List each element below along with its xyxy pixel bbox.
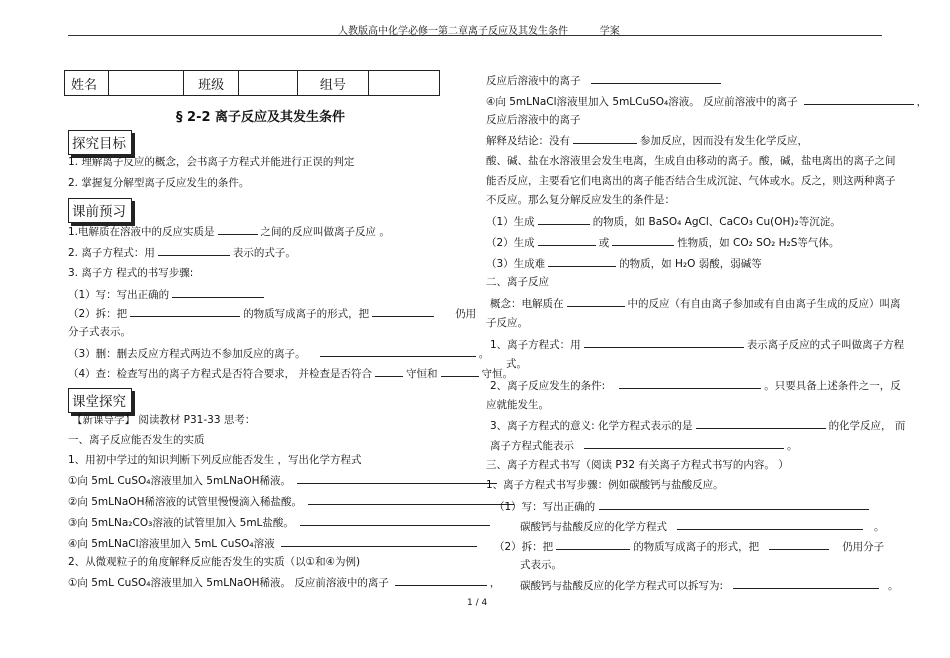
text-segment: ③向 5mLNa₂CO₃溶液的试管里加入 5mL盐酸。 (68, 517, 294, 529)
text-segment: 表示离子反应的式子叫做离子方程 (746, 339, 905, 351)
right-22 (494, 499, 872, 514)
text-segment: 的物质写成离子的形式，把 (243, 308, 370, 320)
preview-7 (68, 346, 489, 361)
name-label: 姓名 (65, 71, 109, 96)
blank[interactable] (591, 73, 721, 84)
class-cell[interactable] (239, 71, 298, 96)
page-number: 1 / 4 (467, 598, 488, 608)
right-5: 酸、碱、盐在水溶液里会发生电离，生成自由移动的离子。酸，碱，盐电离出的离子之间 (486, 155, 896, 167)
blank[interactable] (677, 519, 863, 530)
text-segment: 仍用分子 (842, 541, 885, 553)
text-segment: ②向 5mLNaOH稀溶液的试管里慢慢滴入稀盐酸。 (68, 496, 302, 508)
part-three-heading: 三、离子方程式书写（阅读 P32 有关离子方程式书写的内容。 ） (486, 459, 789, 471)
right-23 (520, 519, 885, 534)
right-18 (490, 418, 905, 433)
text-segment: 表示的式子。 (232, 247, 296, 259)
text-segment: 。 (787, 440, 798, 452)
text-segment: 1.电解质在溶液中的反应实质是 (68, 226, 215, 238)
blank[interactable] (372, 306, 434, 317)
right-13: 子反应。 (486, 317, 528, 329)
preview-4 (68, 287, 267, 302)
text-segment: 碳酸钙与盐酸反应的化学方程式 (520, 521, 667, 533)
group-cell[interactable] (368, 71, 439, 96)
question-1: 1、用初中学过的知识判断下列反应能否发生 ，写出化学方程式 (68, 454, 362, 466)
blank[interactable] (733, 578, 879, 589)
text-segment: 。 (478, 348, 490, 360)
text-segment: 的物质，如 H₂O 弱酸，弱碱等 (619, 258, 762, 270)
right-12 (490, 296, 901, 311)
blank[interactable] (441, 366, 479, 377)
text-segment: 3、离子方程式的意义: 化学方程式表示的是 (490, 420, 693, 432)
blank[interactable] (567, 296, 625, 307)
blank[interactable] (297, 473, 497, 484)
right-2 (486, 94, 927, 109)
header-rule (68, 35, 882, 36)
right-26 (520, 578, 899, 593)
text-segment: （1）生成 (486, 216, 535, 228)
right-15: 式。 (506, 358, 527, 370)
blank[interactable] (538, 214, 590, 225)
right-14 (490, 337, 904, 352)
right-8 (486, 214, 841, 229)
experiment-4 (68, 536, 480, 551)
text-segment: 碳酸钙与盐酸反应的化学方程式可以拆写为: (520, 580, 724, 592)
student-info-table (64, 70, 440, 96)
right-10 (486, 256, 762, 271)
text-segment: 1、离子方程式：用 (490, 339, 581, 351)
blank[interactable] (538, 235, 596, 246)
text-segment: 的化学反应， 而 (828, 420, 906, 432)
preview-5 (68, 306, 476, 321)
text-segment: 2. 离子方程式：用 (68, 247, 155, 259)
blank[interactable] (218, 224, 258, 235)
blank[interactable] (619, 378, 761, 389)
text-segment: 守恒。 (481, 368, 514, 380)
blank[interactable] (804, 94, 914, 105)
group-label: 组号 (297, 71, 368, 96)
text-segment: 性物质，如 CO₂ SO₂ H₂S等气体。 (677, 237, 840, 249)
preview-6: 分子式表示。 (68, 326, 131, 338)
text-segment: 。 (874, 521, 885, 533)
preview-2 (68, 245, 296, 260)
blank[interactable] (320, 346, 476, 357)
right-4 (486, 133, 808, 148)
blank[interactable] (769, 539, 829, 550)
experiment-3 (68, 515, 493, 530)
text-segment: 之间的反应叫做离子反应 。 (260, 226, 390, 238)
text-segment: ④向 5mLNaCl溶液里加入 5mL CuSO₄溶液 (68, 538, 275, 550)
blank[interactable] (584, 337, 744, 348)
question-2: 2、从微观粒子的角度解释反应能否发生的实质（以①和④为例) (68, 556, 361, 568)
header-title: 人教版高中化学必修一第二章离子反应及其发生条件 (338, 26, 568, 37)
text-segment: 守恒和 (406, 368, 438, 380)
preview-8 (68, 366, 513, 381)
text-segment: 或 (598, 237, 610, 249)
text-segment: 解释及结论：没有 (486, 135, 570, 147)
text-segment: 的物质写成离子的形式，把 (633, 541, 760, 553)
blank[interactable] (584, 438, 784, 449)
blank[interactable] (548, 256, 616, 267)
blank[interactable] (158, 245, 230, 256)
text-segment: ， (489, 577, 501, 589)
text-segment: 中的反应（有自由离子参加或有自由离子生成的反应）叫离 (627, 298, 901, 310)
blank[interactable] (573, 133, 637, 144)
text-segment: ①向 5mL CuSO₄溶液里加入 5mLNaOH稀液。 (68, 475, 292, 487)
preview-1 (68, 224, 390, 239)
text-segment: （1）写：写出正确的 (494, 501, 596, 513)
right-17: 应就能发生。 (486, 399, 549, 411)
blank[interactable] (130, 306, 240, 317)
right-1 (486, 73, 724, 88)
blank[interactable] (308, 494, 514, 505)
part-two-heading: 二、离子反应 (486, 276, 549, 288)
part-one-heading: 一、离子反应能否发生的实质 (68, 434, 205, 446)
right-3: 反应后溶液中的离子 (486, 114, 581, 126)
text-segment: 离子方程式能表示 (490, 440, 574, 452)
right-21: 1、离子方程式书写步骤：例如碳酸钙与盐酸反应。 (486, 479, 724, 491)
header-suffix: 学案 (599, 26, 620, 37)
section-title: § 2-2 离子反应及其发生条件 (176, 110, 346, 125)
blank[interactable] (281, 536, 477, 547)
goal-2: 2. 掌握复分解型离子反应发生的条件。 (68, 177, 250, 189)
text-segment: 仍用 (455, 308, 477, 320)
text-segment: 。只要具备上述条件之一，反 (764, 380, 901, 392)
right-19 (490, 438, 798, 453)
blank[interactable] (696, 418, 826, 429)
right-24 (494, 539, 884, 554)
text-segment: 2、离子反应发生的条件: (490, 380, 606, 392)
text-segment: ①向 5mL CuSO₄溶液里加入 5mLNaOH稀液。 反应前溶液中的离子 (68, 577, 389, 589)
new-lesson-guide: 【新课导学】 阅读教材 P31-33 思考： (72, 414, 256, 426)
text-segment: ④向 5mLNaCl溶液里加入 5mLCuSO₄溶液。 反应前溶液中的离子 (486, 96, 798, 108)
goal-1: 1. 理解离子反应的概念，会书离子方程式并能进行正误的判定 (68, 156, 355, 168)
preview-3: 3. 离子方 程式的书写步骤: (68, 267, 194, 279)
right-6: 能否反应，主要看它们电离出的离子能否结合生成沉淀、气体或水。反之，则这两种离子 (486, 175, 896, 187)
text-segment: 。 (888, 580, 899, 592)
explore-box: 课堂探究 (68, 388, 132, 413)
text-segment: （2）拆：把 (68, 308, 128, 320)
text-segment: （1）写：写出正确的 (68, 289, 170, 301)
goals-box: 探究目标 (68, 130, 132, 155)
blank[interactable] (556, 539, 630, 550)
text-segment: （4）查：检查写出的离子方程式是否符合要求， 并检查是否符合 (68, 368, 373, 380)
experiment-2 (68, 494, 517, 509)
blank[interactable] (612, 235, 674, 246)
experiment-1 (68, 473, 500, 488)
text-segment: 概念：电解质在 (490, 298, 564, 310)
right-25: 式表示。 (520, 559, 562, 571)
text-segment: （2）拆：把 (494, 541, 554, 553)
right-16 (490, 378, 901, 393)
class-label: 班级 (184, 71, 239, 96)
blank[interactable] (599, 499, 869, 510)
right-9 (486, 235, 839, 250)
blank[interactable] (300, 515, 490, 526)
explain-1 (68, 575, 500, 590)
text-segment: （2）生成 (486, 237, 535, 249)
preview-box: 课前预习 (68, 198, 132, 223)
text-segment: 反应后溶液中的离子 (486, 75, 581, 87)
blank[interactable] (375, 366, 403, 377)
text-segment: 参加反应，因而没有发生化学反应， (640, 135, 808, 147)
text-segment: 的物质，如 BaSO₄ AgCl、CaCO₃ Cu(OH)₂等沉淀。 (592, 216, 841, 228)
text-segment: （3）生成难 (486, 258, 546, 270)
blank[interactable] (395, 575, 487, 586)
right-7: 不反应。那么复分解反应发生的条件是： (486, 194, 675, 206)
text-segment: （3）删：删去反应方程式两边不参加反应的离子。 (68, 348, 306, 360)
text-segment: ， (916, 96, 928, 108)
blank[interactable] (172, 287, 264, 298)
name-cell[interactable] (109, 71, 184, 96)
